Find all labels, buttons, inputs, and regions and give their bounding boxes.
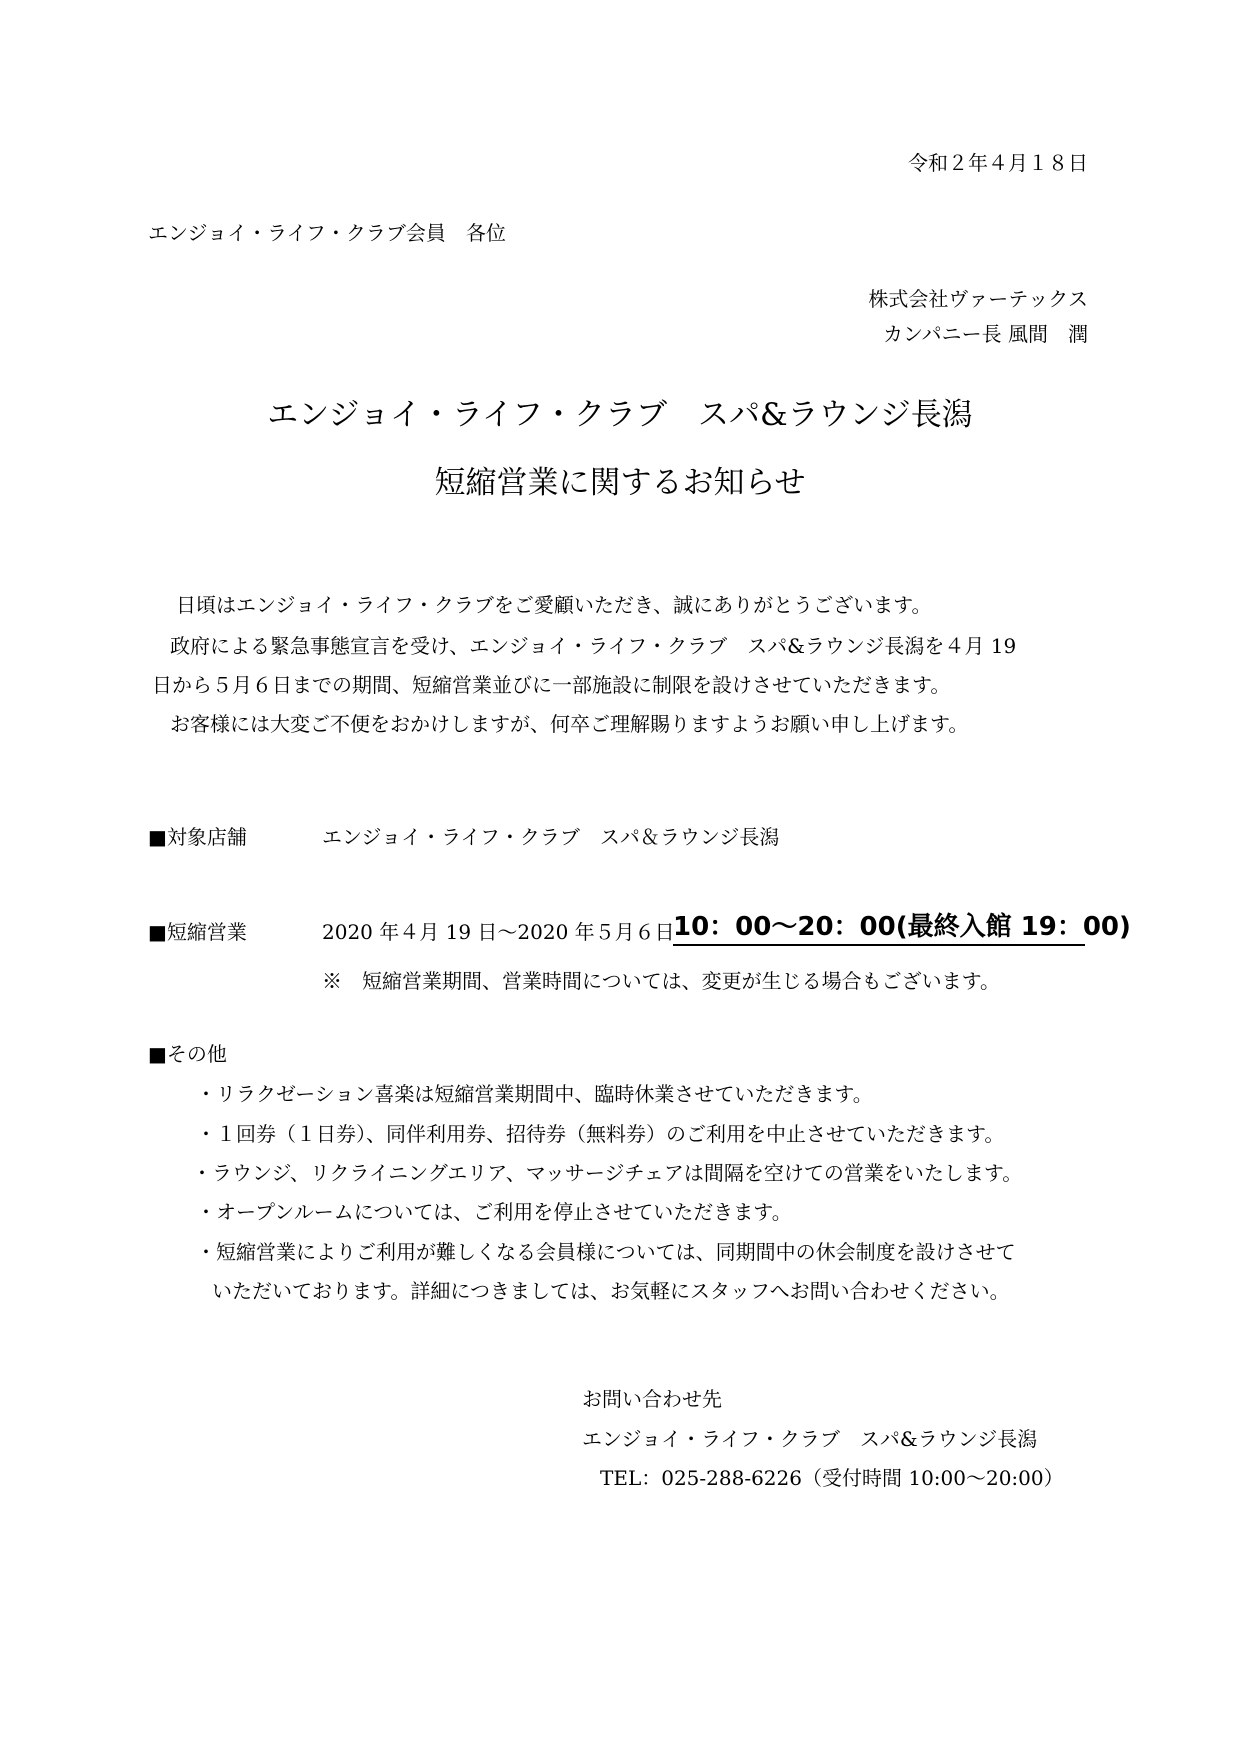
addressee: エンジョイ・ライフ・クラブ会員 各位 — [148, 221, 506, 245]
title-line-2: 短縮営業に関するお知らせ — [434, 465, 806, 501]
others-item-4: ・オープンルームについては、ご利用を停止させていただきます。 — [196, 1200, 792, 1224]
target-store-value: エンジョイ・ライフ・クラブ スパ＆ラウンジ長潟 — [322, 825, 780, 849]
sender-person: カンパニー長 風間 潤 — [883, 322, 1088, 346]
others-item-3: ・ラウンジ、リクライニングエリア、マッサージチェアは間隔を空けての営業をいたします。 — [192, 1161, 1023, 1185]
short-hours-underline — [673, 944, 1085, 946]
contact-name: エンジョイ・ライフ・クラブ スパ&ラウンジ長潟 — [582, 1427, 1038, 1451]
short-hours-label: ■短縮営業 — [148, 920, 247, 944]
body-paragraph-2a: 政府による緊急事態宣言を受け、エンジョイ・ライフ・クラブ スパ&ラウンジ長潟を４月 19 — [170, 634, 1017, 658]
target-store-label: ■対象店舗 — [148, 825, 247, 849]
body-paragraph-1: 日頃はエンジョイ・ライフ・クラブをご愛顧いただき、誠にありがとうございます。 — [176, 593, 932, 617]
title-line-1: エンジョイ・ライフ・クラブ スパ&ラウンジ長潟 — [267, 397, 973, 433]
others-item-5-cont: いただいております。詳細につきましては、お気軽にスタッフへお問い合わせください。 — [212, 1279, 1010, 1303]
short-hours-period: 2020 年４月 19 日～2020 年５月６日 — [322, 920, 675, 944]
others-item-5: ・短縮営業によりご利用が難しくなる会員様については、同期間中の休会制度を設けさせて — [196, 1240, 1016, 1264]
others-item-2: ・１回券（１日券）、同伴利用券、招待券（無料券）のご利用を中止させていただきます。 — [196, 1122, 1005, 1146]
sender-company: 株式会社ヴァーテックス — [868, 287, 1088, 311]
others-item-1: ・リラクゼーション喜楽は短縮営業期間中、臨時休業させていただきます。 — [196, 1082, 873, 1106]
body-paragraph-3: お客様には大変ご不便をおかけしますが、何卒ご理解賜りますようお願い申し上げます。 — [170, 712, 969, 736]
body-paragraph-2b: 日から５月６日までの期間、短縮営業並びに一部施設に制限を設けさせていただきます。 — [152, 673, 951, 697]
short-hours-time: 10：00～20：00(最終入館 19：00) — [673, 912, 1131, 942]
contact-heading: お問い合わせ先 — [582, 1387, 722, 1411]
short-hours-note: ※ 短縮営業期間、営業時間については、変更が生じる場合もございます。 — [322, 969, 1000, 993]
document-date: 令和２年４月１８日 — [908, 151, 1088, 175]
contact-tel: TEL：025-288-6226（受付時間 10:00～20:00） — [600, 1466, 1064, 1490]
others-label: ■その他 — [148, 1042, 227, 1066]
